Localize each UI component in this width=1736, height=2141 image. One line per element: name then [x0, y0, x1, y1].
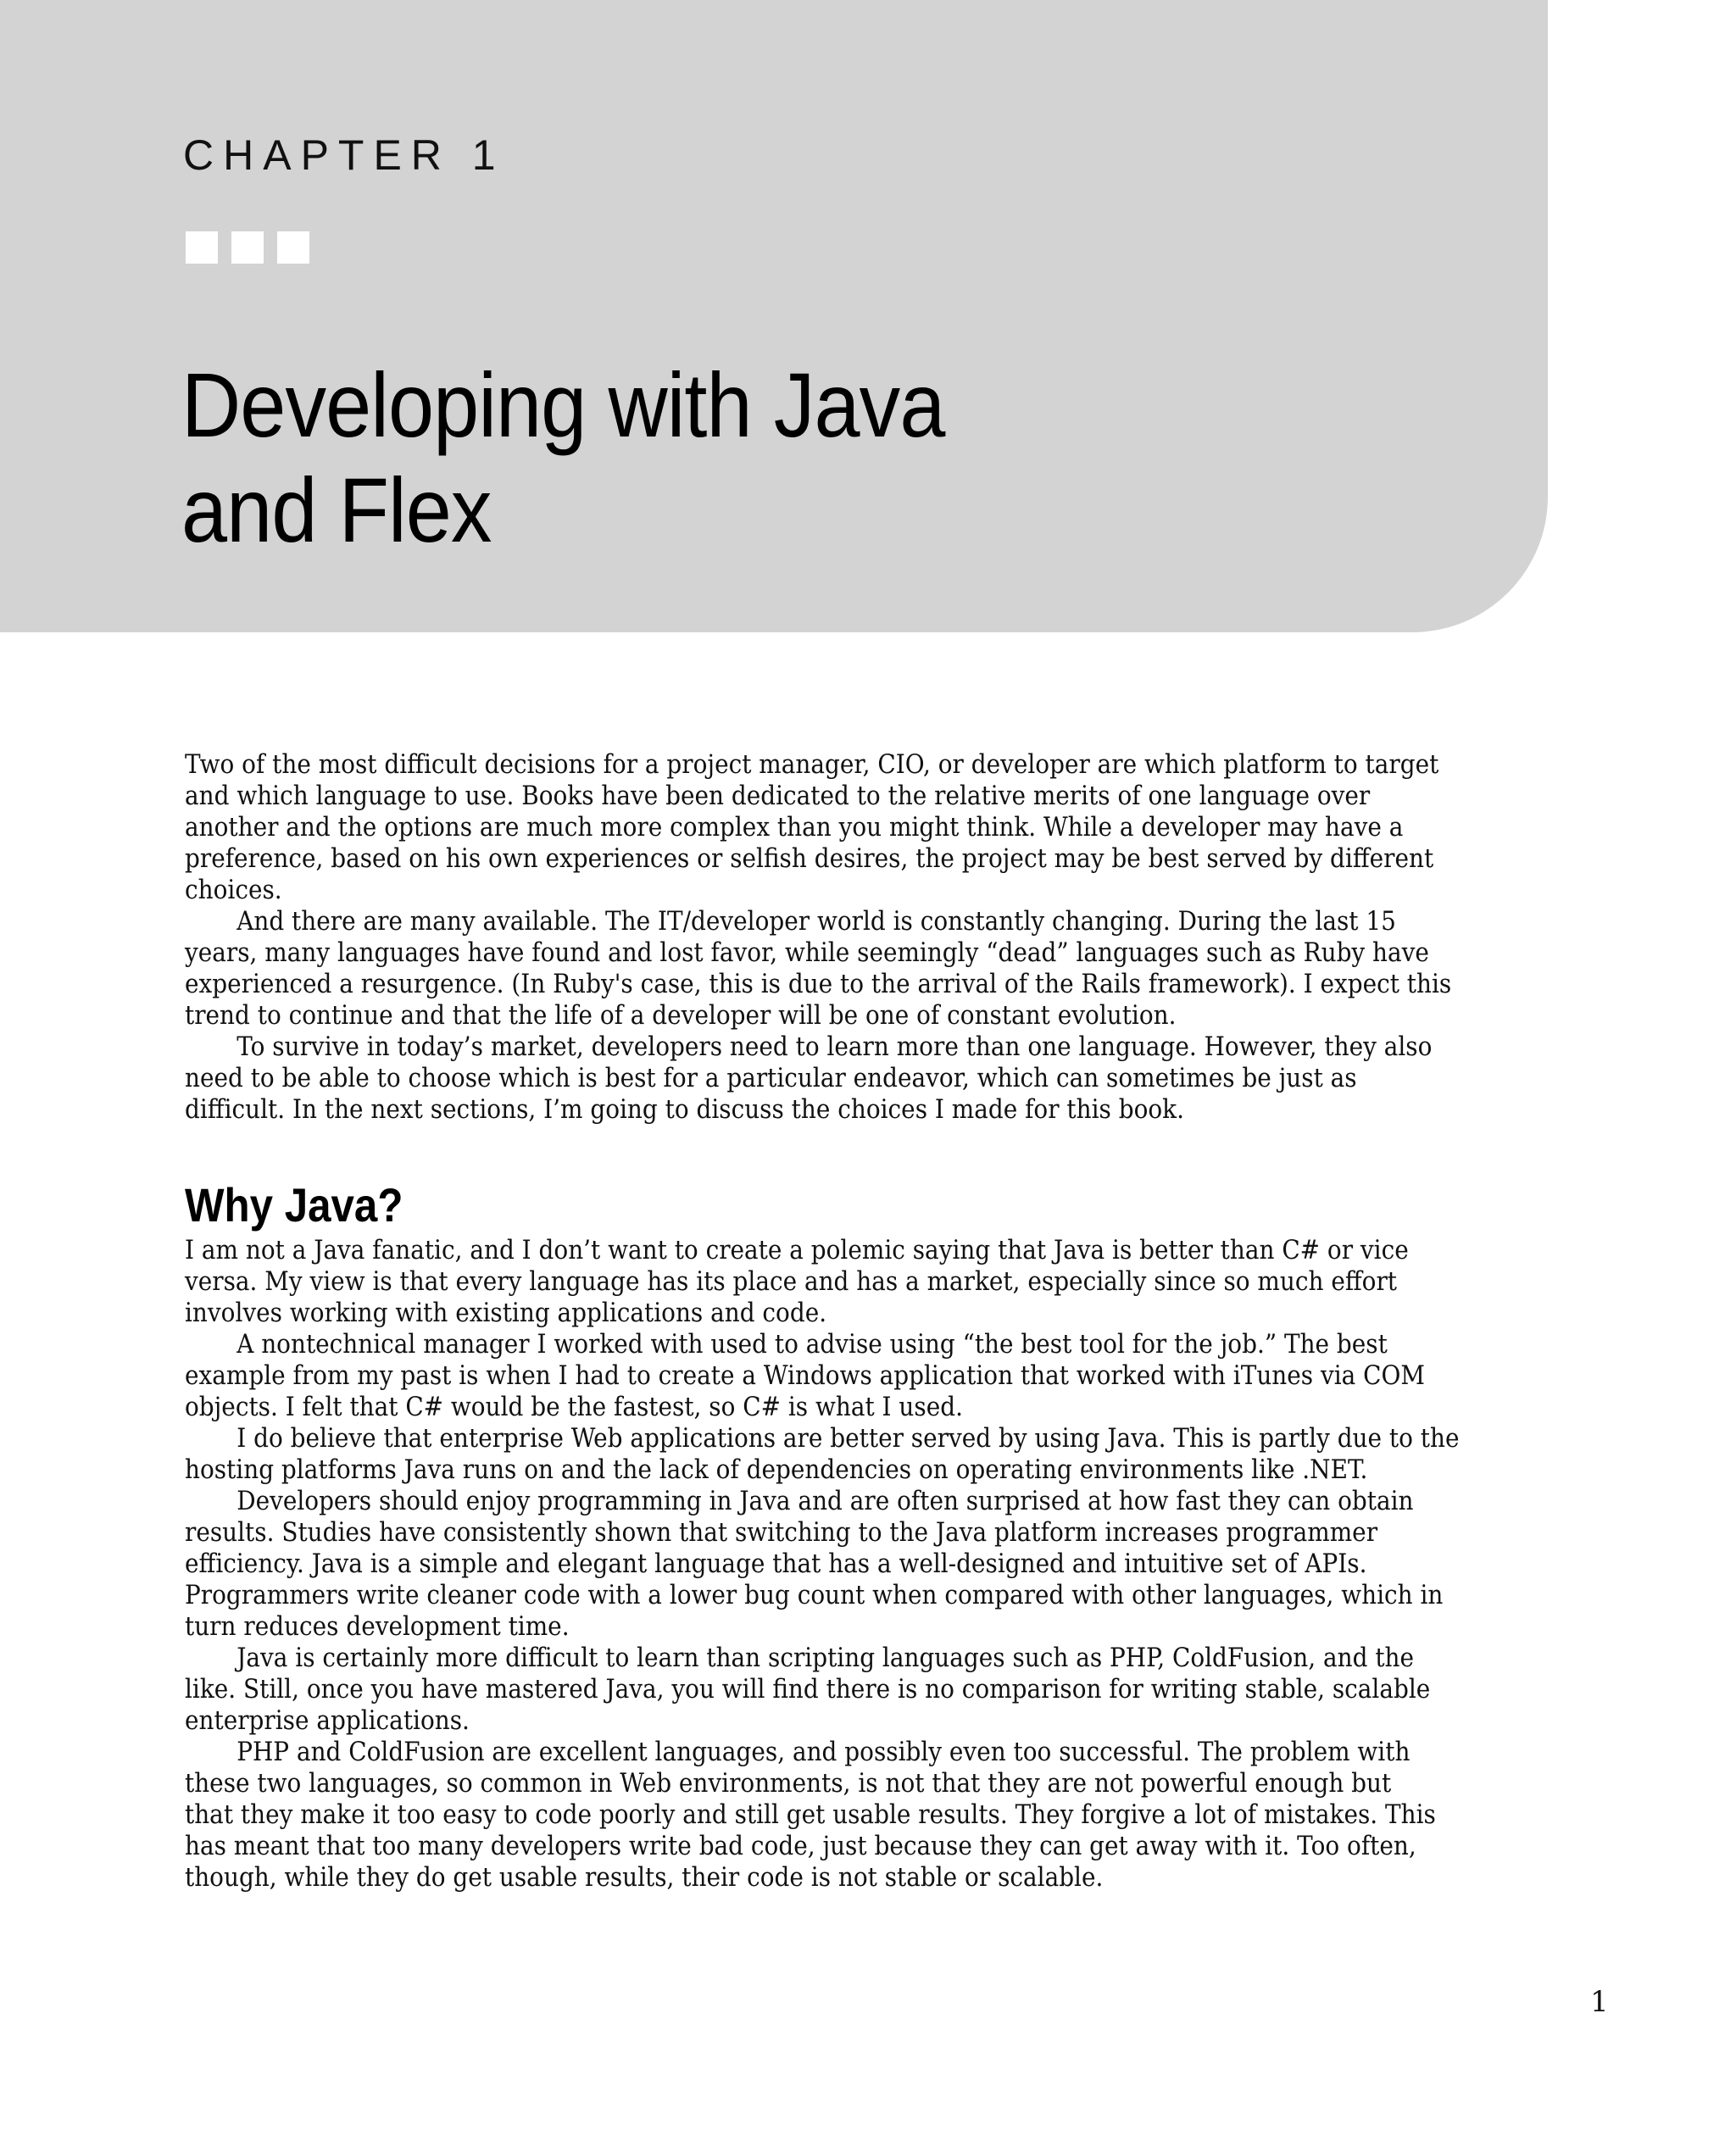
- text-line: experienced a resurgence. (In Ruby's case, this is due to the arrival of the Rails framework). I expect this: [185, 969, 1452, 999]
- text-line: like. Still, once you have mastered Java, you will find there is no comparison for writing stable, scalable: [185, 1674, 1431, 1704]
- intro-paragraph: [185, 906, 1541, 1032]
- text-line: turn reduces development time.: [185, 1611, 570, 1642]
- section-paragraph: [185, 1329, 1541, 1423]
- text-line: and which language to use. Books have been dedicated to the relative merits of one language over: [185, 781, 1371, 811]
- ornament-square: [277, 231, 309, 264]
- text-line: Java is certainly more difficult to learn than scripting languages such as PHP, ColdFusion, and the: [236, 1643, 1415, 1673]
- text-line: efficiency. Java is a simple and elegant language that has a well-designed and intuitive set of APIs.: [185, 1549, 1367, 1579]
- text-line: years, many languages have found and lost favor, while seemingly “dead” languages such as Ruby have: [185, 937, 1429, 968]
- page-number: 1: [1590, 1985, 1609, 2019]
- chapter-title-line: and Flex: [181, 459, 492, 561]
- section-paragraph: [185, 1235, 1541, 1329]
- text-line: objects. I felt that C# would be the fastest, so C# is what I used.: [185, 1392, 963, 1422]
- ornament-square: [231, 231, 264, 264]
- text-line: I do believe that enterprise Web applications are better served by using Java. This is partly due to the: [236, 1423, 1460, 1454]
- text-line: enterprise applications.: [185, 1705, 470, 1736]
- text-line: difficult. In the next sections, I’m going to discuss the choices I made for this book.: [185, 1094, 1184, 1125]
- text-line: I am not a Java fanatic, and I don’t want to create a polemic saying that Java is better than C# or vice: [185, 1235, 1409, 1265]
- text-line: results. Studies have consistently shown that switching to the Java platform increases programmer: [185, 1517, 1378, 1548]
- chapter-title-line: Developing with Java: [181, 353, 945, 456]
- section-paragraph: [185, 1486, 1541, 1643]
- chapter-title: [181, 353, 945, 563]
- text-line: And there are many available. The IT/developer world is constantly changing. During the last 15: [236, 906, 1396, 937]
- text-line: hosting platforms Java runs on and the lack of dependencies on operating environments like .NET.: [185, 1454, 1368, 1485]
- text-line: trend to continue and that the life of a developer will be one of constant evolution.: [185, 1000, 1177, 1031]
- text-line: Programmers write cleaner code with a lower bug count when compared with other languages, which in: [185, 1580, 1444, 1610]
- section-paragraph: [185, 1737, 1541, 1894]
- text-line: To survive in today’s market, developers need to learn more than one language. However, they also: [236, 1032, 1433, 1062]
- text-line: though, while they do get usable results, their code is not stable or scalable.: [185, 1862, 1104, 1893]
- text-line: example from my past is when I had to create a Windows application that worked with iTunes via COM: [185, 1360, 1425, 1391]
- text-line: has meant that too many developers write bad code, just because they can get away with it. Too often,: [185, 1831, 1416, 1861]
- section-paragraph: [185, 1423, 1541, 1486]
- text-line: Two of the most difficult decisions for a project manager, CIO, or developer are which platform to target: [185, 749, 1439, 780]
- intro-paragraph: [185, 749, 1541, 906]
- chapter-body: [185, 749, 1541, 1894]
- text-line: these two languages, so common in Web environments, is not that they are not powerful enough but: [185, 1768, 1392, 1799]
- chapter-ornament: [186, 231, 309, 264]
- intro-paragraph: [185, 1032, 1541, 1126]
- section-heading: Why Java?: [185, 1178, 403, 1232]
- text-line: involves working with existing applications and code.: [185, 1298, 827, 1328]
- text-line: A nontechnical manager I worked with used to advise using “the best tool for the job.” The best: [236, 1329, 1388, 1360]
- section-paragraph: [185, 1643, 1541, 1737]
- chapter-banner: [0, 0, 1548, 632]
- text-line: that they make it too easy to code poorly and still get usable results. They forgive a lot of mistakes. This: [185, 1799, 1436, 1830]
- text-line: preference, based on his own experiences or selfish desires, the project may be best served by different: [185, 843, 1434, 874]
- chapter-label: CHAPTER 1: [183, 131, 505, 179]
- text-line: another and the options are much more complex than you might think. While a developer may have a: [185, 812, 1404, 842]
- text-line: choices.: [185, 875, 282, 905]
- text-line: need to be able to choose which is best for a particular endeavor, which can sometimes be just as: [185, 1063, 1357, 1093]
- ornament-square: [186, 231, 218, 264]
- text-line: PHP and ColdFusion are excellent languages, and possibly even too successful. The problem with: [236, 1737, 1410, 1767]
- text-line: versa. My view is that every language has its place and has a market, especially since so much effort: [185, 1266, 1398, 1297]
- text-line: Developers should enjoy programming in Java and are often surprised at how fast they can obtain: [236, 1486, 1414, 1516]
